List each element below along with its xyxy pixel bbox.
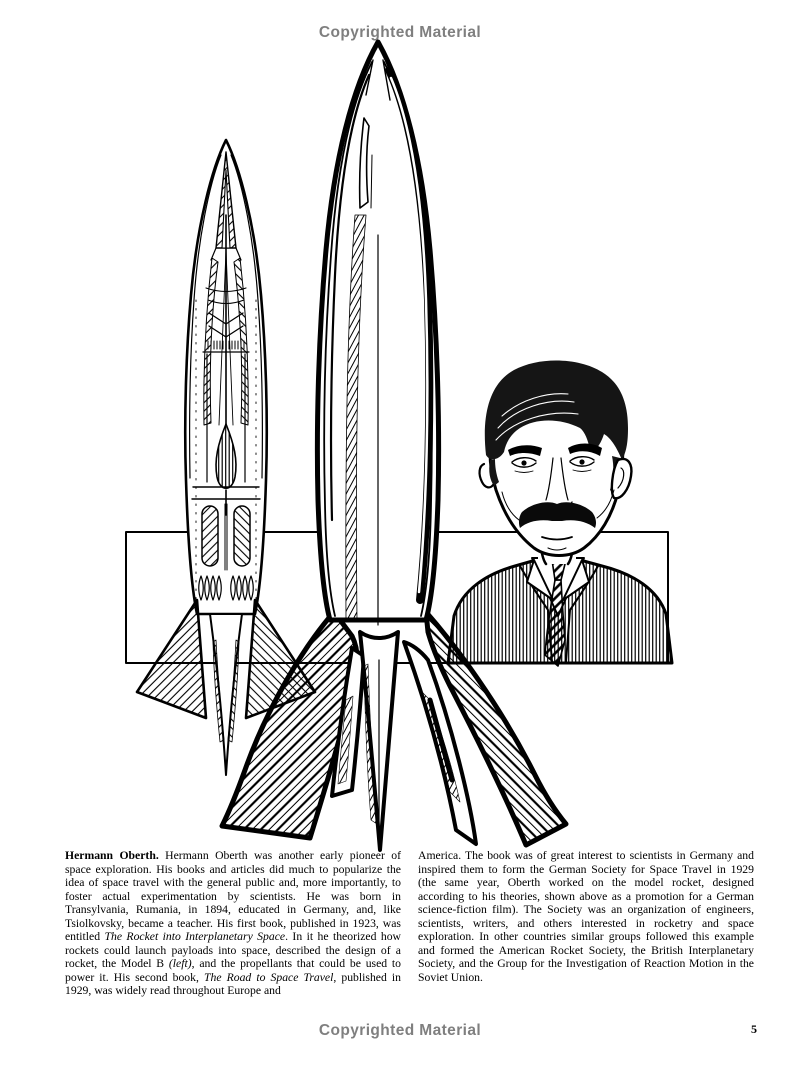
model-b-tail — [210, 614, 242, 775]
portrait-left-eye — [521, 460, 526, 465]
article-text — [65, 849, 757, 998]
page-number: 5 — [751, 1022, 757, 1036]
portrait-right-eye — [579, 459, 584, 464]
top-watermark: Copyrighted Material — [318, 24, 482, 41]
text-column-right: America. The book was of great interest to scientists in Germany and inspired them to form the German Society for Space Travel in 1929 (the same year, Oberth worked on the model rocket, designed according to his theories, shown above as a promotion for a German science-fiction film). The Society was an organization of engineers, scientists, writers, and others interested in rocketry and space exploration. In other countries similar groups followed this example and formed the American Rocket Society, the British Interplanetary Society, and the Group for the Investigation of Reaction Motion in the Soviet Union. — [418, 849, 754, 984]
bottom-watermark: Copyrighted Material — [318, 1022, 482, 1039]
oberth-portrait-drawing — [448, 360, 672, 666]
portrait-ear — [612, 459, 632, 498]
text-column-left: Hermann Oberth. Hermann Oberth was another early pioneer of space exploration. His books and articles did much to popularize the idea of space travel with the general public and, more importantly, to foster actual experimentation by scientists. He was born in Transylvania, Rumania, in 1894, educated in Germany, and, like Tsiolkovsky, became a teacher. His first book, published in 1923, was entitled The Rocket into Interplanetary Space. In it he theorized how rockets could launch payloads into space, described the design of a rocket, the Model B (left), and the propellants that could be used to power it. His second book, The Road to Space Travel, published in 1929, was widely read throughout Europe and — [65, 849, 401, 998]
